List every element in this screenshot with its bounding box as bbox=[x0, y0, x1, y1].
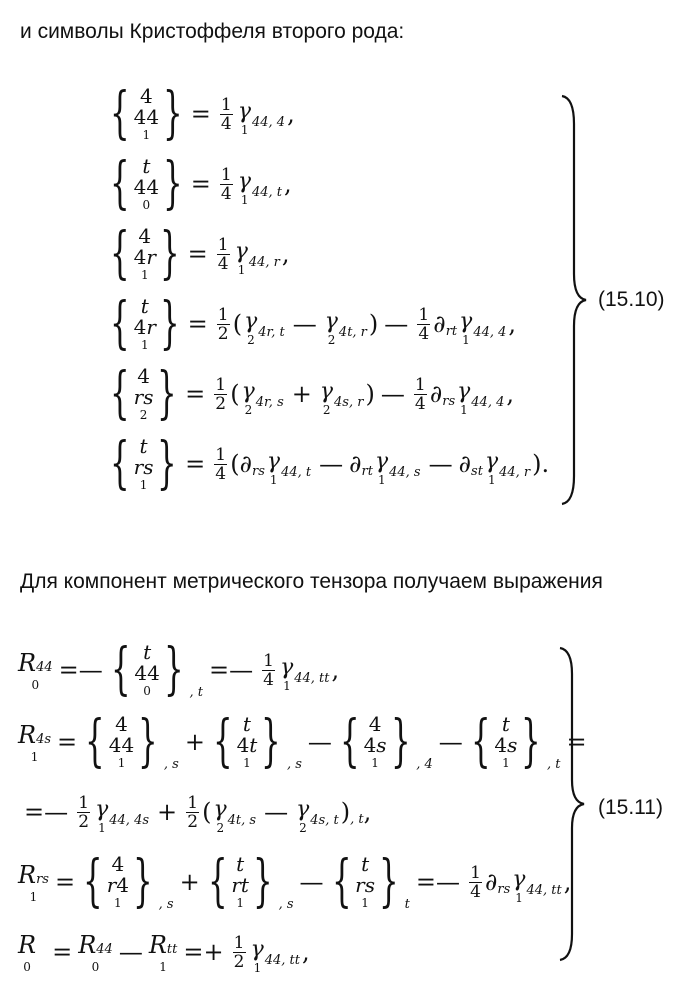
equation-row: Rrs 1 = { 4 r4 1 } , s + { t rt 1 } , s — { t rs 1 } t =— $\frac{1}{4}$ ∂ rs γ 1 44, tt , bbox=[18, 849, 572, 914]
equation-number: (15.10) bbox=[598, 288, 665, 311]
intro-text: и символы Кристоффеля второго рода: bbox=[20, 20, 405, 43]
equation-row: R44 0 =— { t 44 0 } , t =— $\frac{1}{4}$ γ 1 44, tt , bbox=[18, 637, 340, 702]
right-brace bbox=[558, 646, 588, 962]
equation-row: { t 4r 1 } = $\frac{1}{2}$ ( γ 2 4r, t — γ 2 4t, r ) — $\frac{1}{4}$ ∂ rt γ 1 44, 4 , bbox=[110, 291, 517, 356]
equation-number: (15.11) bbox=[598, 796, 663, 819]
equation-row: { t 44 0 } = $\frac{1}{4}$ γ 1 44, t , bbox=[110, 151, 292, 216]
equation-row: { t rs 1 } = $\frac{1}{4}$ ( ∂ rs γ 1 44, t — ∂ rt γ 1 44, s — ∂ st γ 1 44, r ). bbox=[110, 431, 550, 496]
equation-block-15-10 bbox=[108, 81, 568, 514]
equation-row: { 4 44 1 } = $\frac{1}{4}$ γ 1 44, 4 , bbox=[110, 81, 295, 146]
equation-row: R 0 = R44 0 — Rtt 1 =+ $\frac{1}{2}$ γ 1 44, tt , bbox=[18, 931, 310, 975]
equation-row: =— $\frac{1}{2}$ γ 1 44, 4s + $\frac{1}{2}$ ( γ 2 4t, s — γ 2 4s, t ) , t , bbox=[24, 792, 372, 835]
equation-block-15-11 bbox=[18, 637, 587, 985]
equation-row: { 4 rs 2 } = $\frac{1}{2}$ ( γ 2 4r, s + γ 2 4s, r ) — $\frac{1}{4}$ ∂ rs γ 1 44, 4 , bbox=[110, 361, 514, 426]
paragraph-text: Для компонент метрического тензора получаем выражения bbox=[20, 570, 603, 593]
right-brace bbox=[560, 94, 590, 506]
equation-row: { 4 4r 1 } = $\frac{1}{4}$ γ 1 44, r , bbox=[110, 221, 290, 286]
equation-row: R4s 1 = { 4 44 1 } , s + { t 4t 1 } , s — { 4 4s 1 } , 4 — { t 4s 1 } , t = bbox=[18, 709, 587, 774]
